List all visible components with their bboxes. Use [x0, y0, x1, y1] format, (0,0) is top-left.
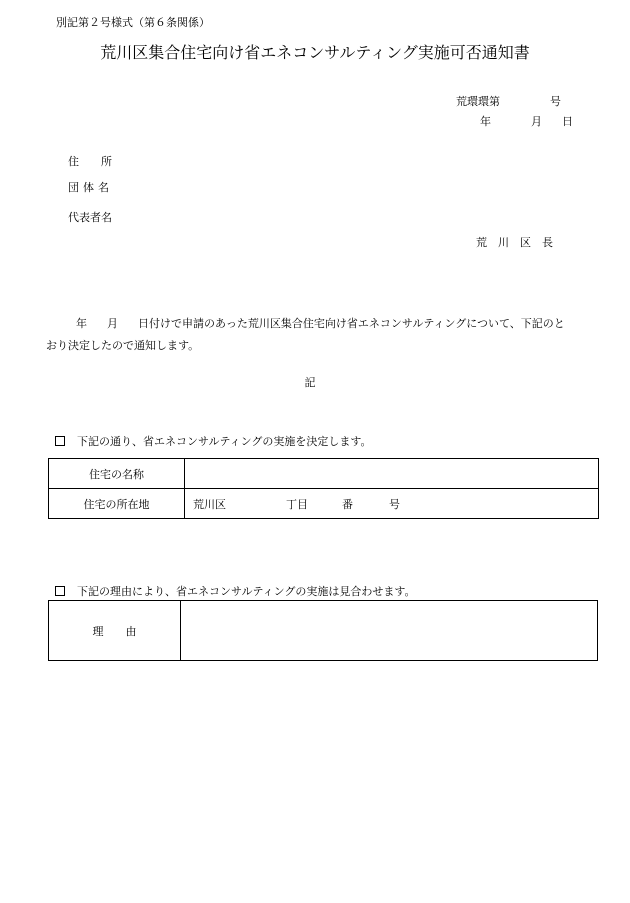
recipient-address-label [68, 153, 112, 169]
housing-name-label: 住宅の名称 [49, 459, 185, 489]
issuer-name: 荒川区長 [476, 236, 564, 249]
body-year: 年 [76, 317, 87, 330]
reason-table [48, 600, 598, 661]
location-go: 号 [389, 497, 400, 511]
reference-year: 年 [480, 115, 491, 128]
reason-value[interactable] [181, 601, 598, 661]
body-text: 日付けで申請のあった荒川区集合住宅向け省エネコンサルティングについて、下記のとおり決定したので通知します。 [46, 317, 565, 352]
approve-option [55, 433, 371, 449]
address-char-1: 住 [68, 155, 79, 168]
table-row [49, 489, 599, 519]
reference-date [480, 113, 573, 129]
table-row [49, 459, 599, 489]
approve-option-text: 下記の通り、省エネコンサルティングの実施を決定します。 [77, 435, 372, 448]
notice-body [46, 313, 574, 357]
table-row [49, 601, 598, 661]
reference-number-prefix: 荒環環第 [456, 95, 500, 108]
body-month: 月 [107, 317, 118, 330]
recipient-representative-label: 代表者名 [68, 211, 112, 224]
document-title: 荒川区集合住宅向け省エネコンサルティング実施可否通知書 [100, 43, 530, 62]
location-chome: 丁目 [286, 497, 308, 511]
reference-number-suffix: 号 [550, 95, 561, 108]
reference-day: 日 [562, 115, 573, 128]
approve-checkbox[interactable] [55, 436, 65, 446]
defer-option [55, 583, 415, 599]
reason-char-1: 理 [92, 624, 104, 638]
housing-name-value[interactable] [185, 459, 599, 489]
defer-checkbox[interactable] [55, 586, 65, 596]
reason-char-2: 由 [125, 624, 137, 638]
reference-number [456, 93, 561, 109]
approve-table [48, 458, 599, 519]
address-char-2: 所 [101, 155, 112, 168]
location-ban: 番 [342, 497, 353, 511]
housing-location-label: 住宅の所在地 [49, 489, 185, 519]
defer-option-text: 下記の理由により、省エネコンサルティングの実施は見合わせます。 [77, 585, 416, 598]
form-label: 別記第２号様式（第６条関係） [56, 16, 210, 29]
location-ward: 荒川区 [193, 497, 226, 511]
recipient-organization-label: 団体名 [68, 181, 113, 194]
housing-location-value[interactable] [185, 489, 599, 519]
reason-label [49, 601, 181, 661]
reference-month: 月 [531, 115, 542, 128]
ki-heading: 記 [304, 376, 316, 389]
